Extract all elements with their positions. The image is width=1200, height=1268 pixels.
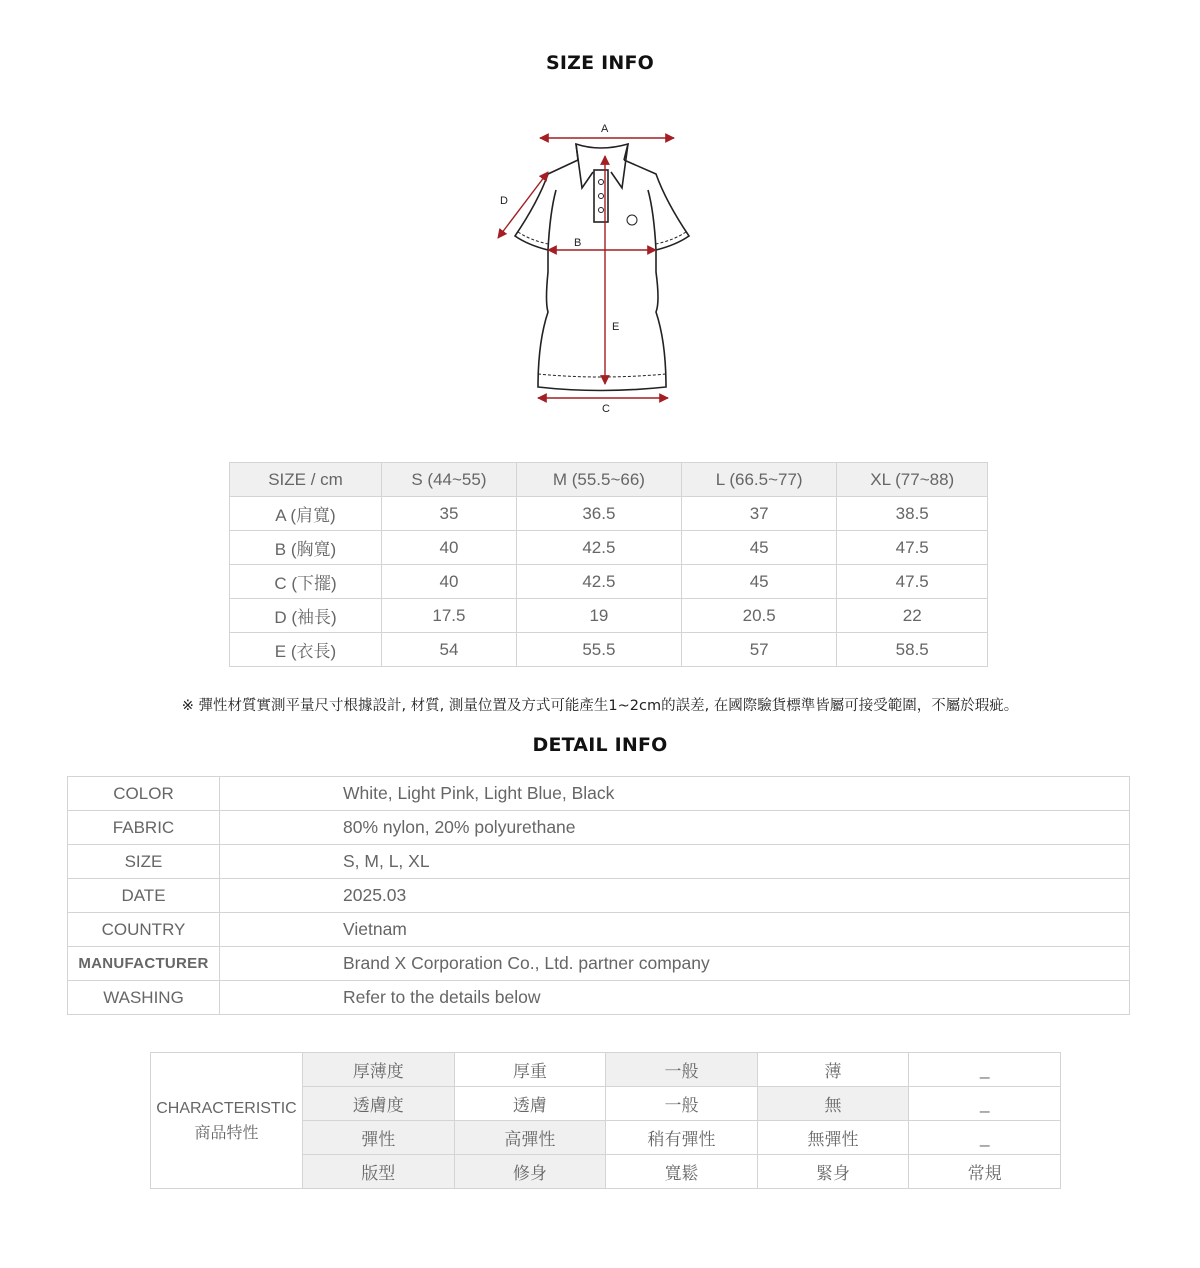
detail-value: 80% nylon, 20% polyurethane [220, 811, 1130, 845]
row-label: B (胸寬) [230, 531, 382, 565]
table-cell: 42.5 [516, 565, 681, 599]
detail-label: SIZE [68, 845, 220, 879]
characteristic-option: 稍有彈性 [606, 1121, 758, 1155]
characteristic-label-zh: 商品特性 [194, 1124, 259, 1142]
table-cell: 58.5 [837, 633, 988, 667]
characteristic-name: 透膚度 [302, 1087, 454, 1121]
characteristic-name: 版型 [302, 1155, 454, 1189]
characteristic-option: _ [909, 1053, 1061, 1087]
characteristic-option: 高彈性 [454, 1121, 606, 1155]
table-row [230, 497, 988, 531]
row-label: E (衣長) [230, 633, 382, 667]
detail-table [67, 776, 1130, 1015]
size-info-title: SIZE INFO [545, 52, 655, 74]
table-cell: 42.5 [516, 531, 681, 565]
table-cell: 20.5 [681, 599, 837, 633]
characteristic-table [150, 1052, 1061, 1189]
characteristic-option: 修身 [454, 1155, 606, 1189]
table-row [68, 913, 1130, 947]
table-row [230, 633, 988, 667]
table-cell: 17.5 [382, 599, 517, 633]
table-cell: 45 [681, 531, 837, 565]
characteristic-name: 厚薄度 [302, 1053, 454, 1087]
table-row [68, 981, 1130, 1015]
header-cell: S (44~55) [382, 463, 517, 497]
characteristic-label-en: CHARACTERISTIC [156, 1099, 297, 1117]
table-cell: 55.5 [516, 633, 681, 667]
label-c: C [602, 403, 610, 415]
characteristic-option: 寬鬆 [606, 1155, 758, 1189]
detail-label: MANUFACTURER [68, 947, 220, 981]
table-row [230, 531, 988, 565]
header-cell: L (66.5~77) [681, 463, 837, 497]
characteristic-name: 彈性 [302, 1121, 454, 1155]
table-cell: 38.5 [837, 497, 988, 531]
label-a: A [601, 123, 609, 135]
characteristic-option: 無彈性 [757, 1121, 909, 1155]
table-cell: 36.5 [516, 497, 681, 531]
detail-value: 2025.03 [220, 879, 1130, 913]
detail-value: Vietnam [220, 913, 1130, 947]
characteristic-option: _ [909, 1121, 1061, 1155]
characteristic-option: 厚重 [454, 1053, 606, 1087]
row-label: A (肩寬) [230, 497, 382, 531]
detail-label: COUNTRY [68, 913, 220, 947]
measure-arrows [498, 138, 674, 398]
table-cell: 37 [681, 497, 837, 531]
label-e: E [612, 321, 620, 333]
characteristic-option: 透膚 [454, 1087, 606, 1121]
characteristic-option: _ [909, 1087, 1061, 1121]
header-cell: SIZE / cm [230, 463, 382, 497]
detail-value: S, M, L, XL [220, 845, 1130, 879]
table-cell: 54 [382, 633, 517, 667]
detail-label: FABRIC [68, 811, 220, 845]
characteristic-option: 一般 [606, 1053, 758, 1087]
table-cell: 47.5 [837, 565, 988, 599]
detail-info-title: DETAIL INFO [532, 734, 668, 756]
table-cell: 57 [681, 633, 837, 667]
row-label: D (袖長) [230, 599, 382, 633]
table-row [230, 599, 988, 633]
buttons [599, 180, 638, 226]
characteristic-option: 緊身 [757, 1155, 909, 1189]
detail-value: White, Light Pink, Light Blue, Black [220, 777, 1130, 811]
table-row [68, 879, 1130, 913]
characteristic-option: 一般 [606, 1087, 758, 1121]
table-cell: 22 [837, 599, 988, 633]
table-cell: 40 [382, 565, 517, 599]
table-row [230, 565, 988, 599]
characteristic-option: 常規 [909, 1155, 1061, 1189]
label-b: B [574, 237, 582, 249]
table-cell: 45 [681, 565, 837, 599]
table-row [68, 811, 1130, 845]
characteristic-option: 薄 [757, 1053, 909, 1087]
characteristic-label [151, 1053, 303, 1189]
size-table [229, 462, 988, 667]
polo-shirt-diagram [490, 112, 710, 422]
header-cell: XL (77~88) [837, 463, 988, 497]
measurement-note: ※ 彈性材質實測平量尺寸根據設計, 材質, 測量位置及方式可能產生1~2cm的誤差, 在國際驗貨標準皆屬可接受範圍，不屬於瑕疵。 [181, 698, 1019, 714]
header-cell: M (55.5~66) [516, 463, 681, 497]
detail-value: Brand X Corporation Co., Ltd. partner company [220, 947, 1130, 981]
row-label: C (下擺) [230, 565, 382, 599]
detail-label: DATE [68, 879, 220, 913]
detail-value: Refer to the details below [220, 981, 1130, 1015]
table-row [68, 947, 1130, 981]
table-cell: 19 [516, 599, 681, 633]
table-cell: 35 [382, 497, 517, 531]
table-row [151, 1053, 1061, 1087]
detail-label: WASHING [68, 981, 220, 1015]
characteristic-option: 無 [757, 1087, 909, 1121]
table-cell: 47.5 [837, 531, 988, 565]
table-cell: 40 [382, 531, 517, 565]
table-row [68, 777, 1130, 811]
detail-label: COLOR [68, 777, 220, 811]
table-row [68, 845, 1130, 879]
size-table-header [230, 463, 988, 497]
label-d: D [500, 195, 508, 207]
